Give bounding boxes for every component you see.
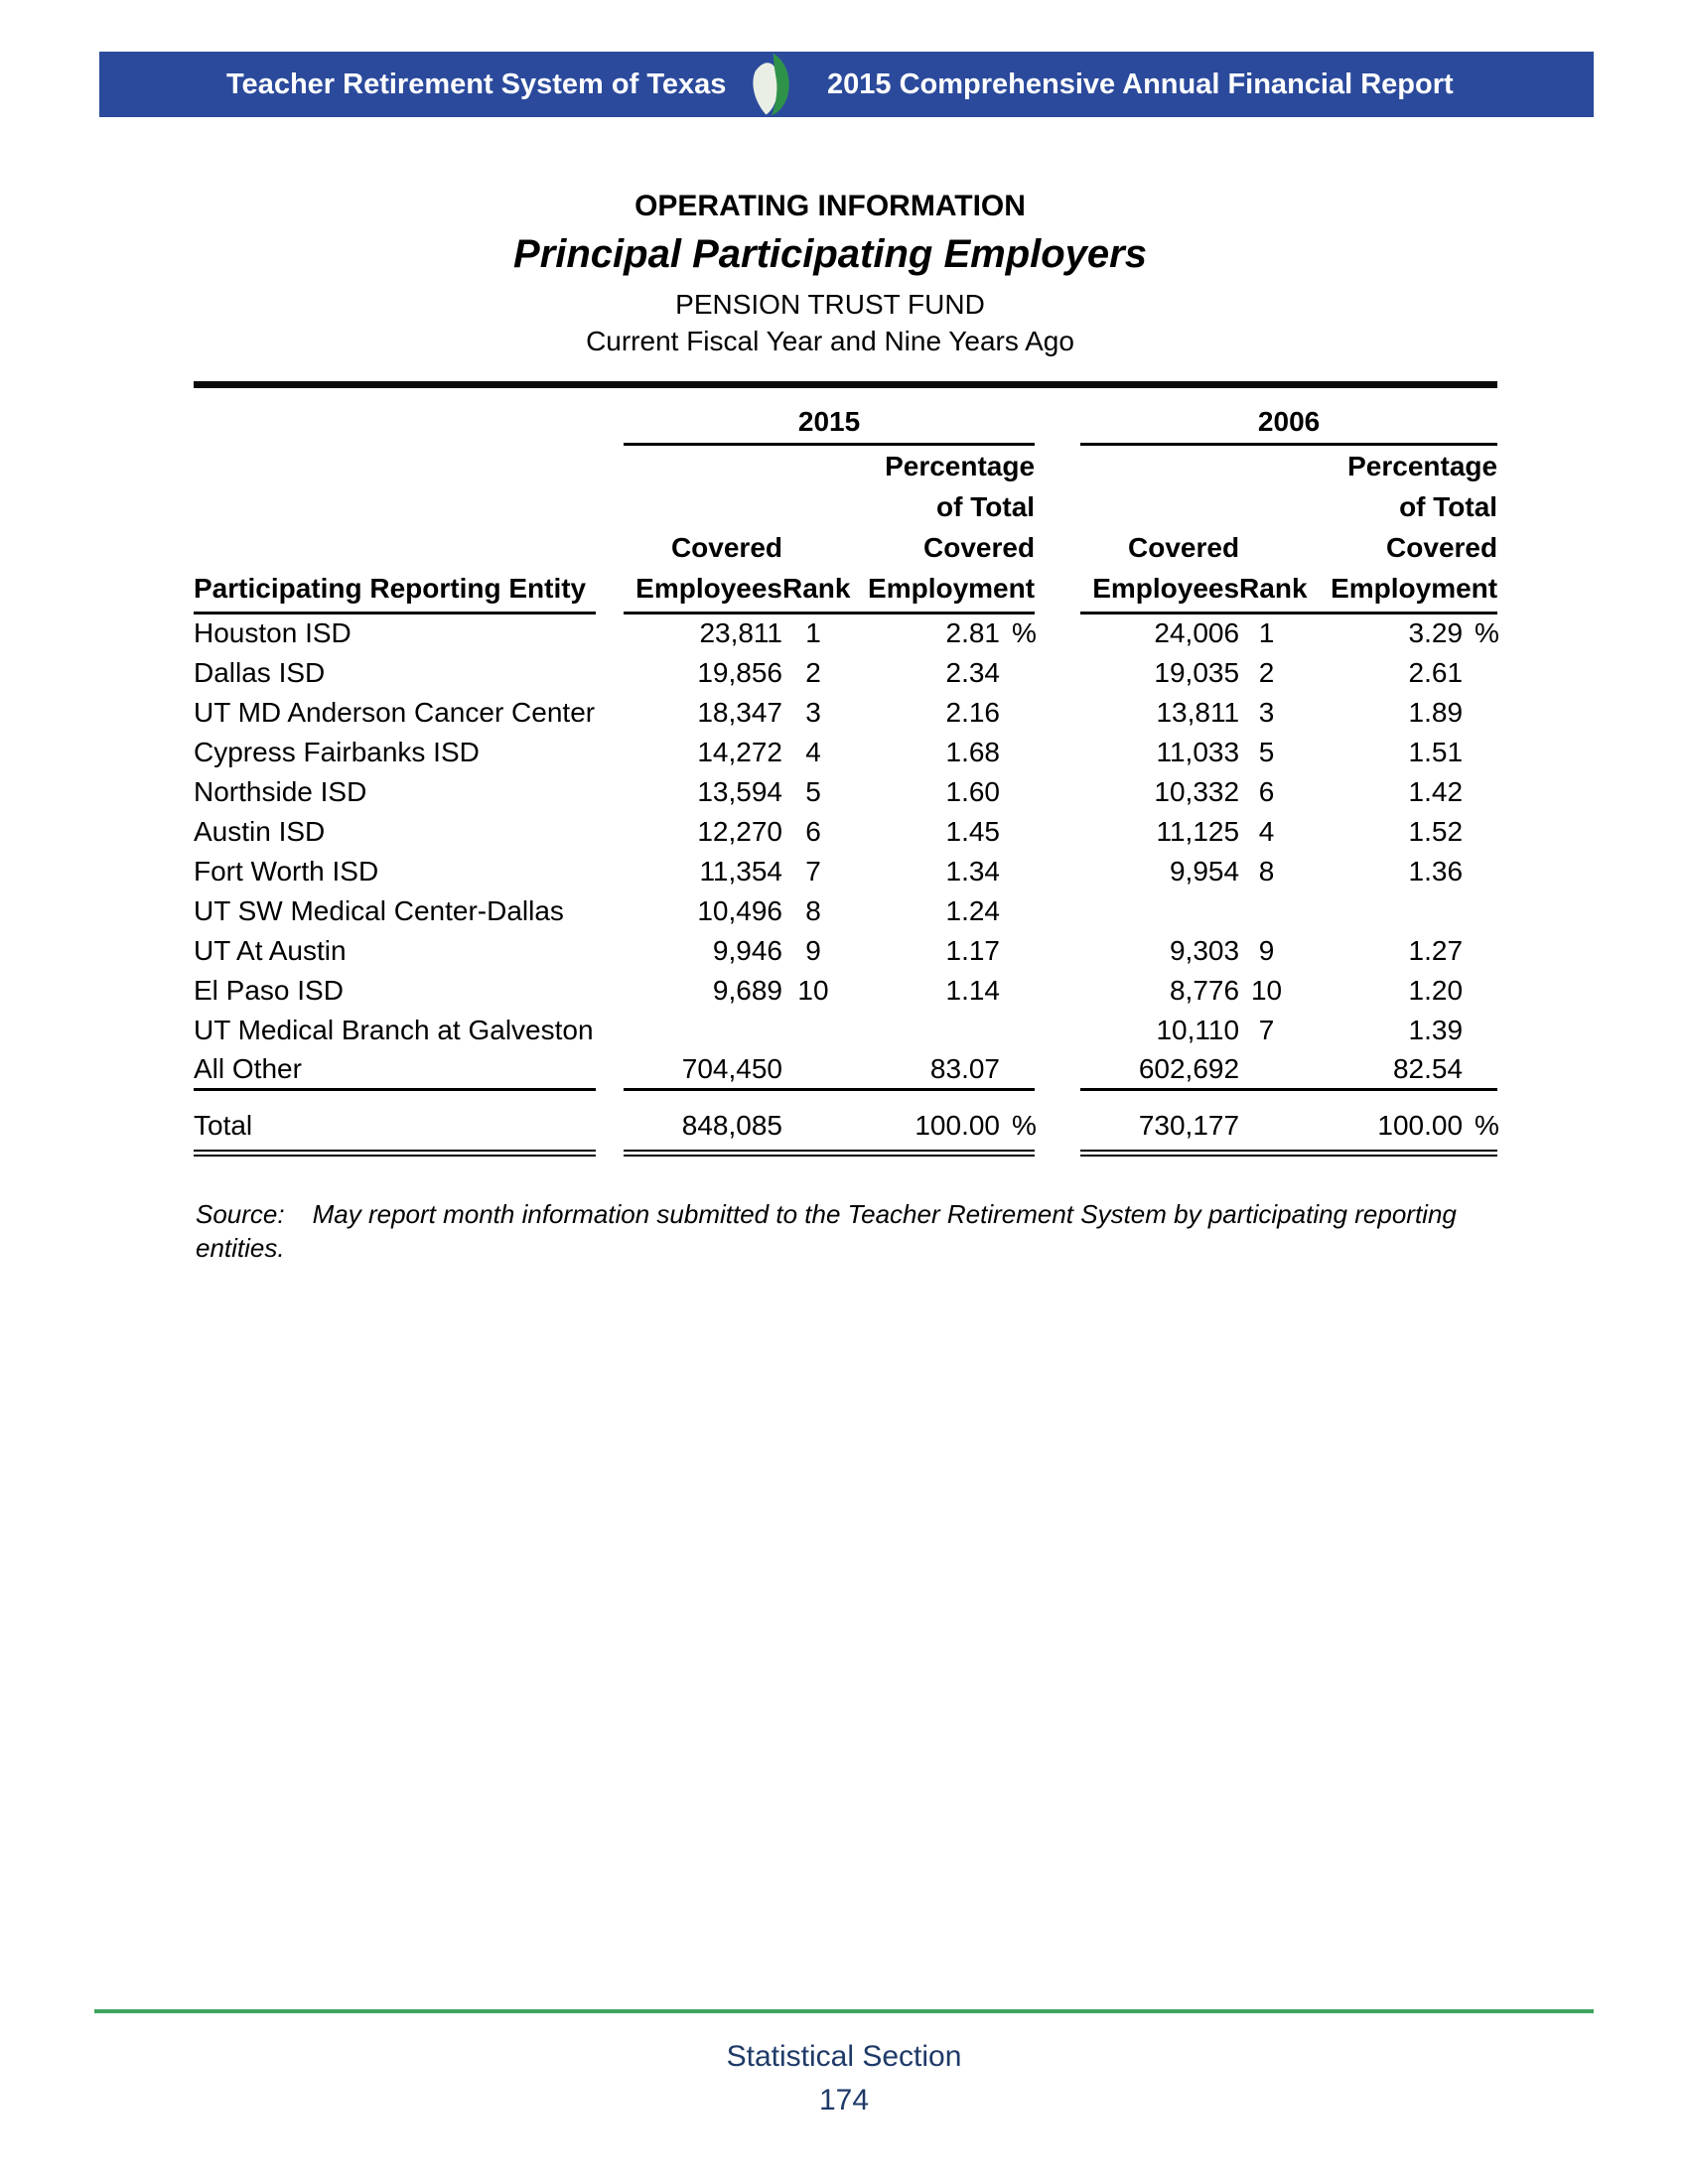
- percent-2015-cell: 1.24: [945, 894, 1000, 926]
- banner-right-title: 2015 Comprehensive Annual Financial Report: [827, 68, 1454, 100]
- header-line: Employees: [1092, 573, 1240, 604]
- employees-2015-cell: 13,594: [697, 775, 782, 807]
- rank-2015-cell: 10: [797, 974, 829, 1006]
- rank-2006-cell: 1: [1258, 617, 1275, 649]
- banner-left-title: Teacher Retirement System of Texas: [226, 68, 727, 100]
- percent-sign-cell: [1463, 653, 1497, 693]
- entity-cell: Dallas ISD: [194, 656, 326, 688]
- total-employees-2015-cell: 848,085: [624, 1090, 782, 1154]
- table-row: [194, 733, 1497, 772]
- entity-cell: Houston ISD: [194, 617, 352, 649]
- percent-2006-cell: 1.20: [1408, 974, 1464, 1006]
- table-row: [194, 693, 1497, 733]
- spacer-cell: [596, 812, 624, 852]
- employees-2015-cell: 11,354: [699, 855, 782, 887]
- rank-2015-cell: 7: [805, 855, 821, 887]
- rank-2015-cell: 8: [805, 894, 821, 926]
- year-header-row: [194, 388, 1497, 445]
- header-line: of Total: [1399, 491, 1498, 522]
- total-rank-2006-cell: [1239, 1090, 1294, 1154]
- entity-cell: Austin ISD: [194, 815, 326, 847]
- table-row: [194, 614, 1497, 653]
- percent-2006-cell: 2.61: [1408, 656, 1464, 688]
- percent-2006-cell: 1.52: [1408, 815, 1464, 847]
- entity-cell: UT At Austin: [194, 934, 347, 966]
- section-heading: OPERATING INFORMATION: [634, 190, 1026, 222]
- employees-2006-cell: 24,006: [1154, 617, 1240, 649]
- rank-2015-cell: 1: [805, 617, 821, 649]
- percent-sign-cell: [1463, 971, 1497, 1011]
- percent-sign-cell: [1000, 653, 1035, 693]
- spacer-cell: [596, 772, 624, 812]
- spacer-cell: [596, 971, 624, 1011]
- percent-sign-cell: [1463, 1011, 1497, 1050]
- page-title: Principal Participating Employers: [513, 232, 1147, 276]
- percent-2015-cell: 83.07: [844, 1050, 1000, 1090]
- percent-sign-cell: [1463, 733, 1497, 772]
- percent-2006-cell: 1.42: [1408, 775, 1464, 807]
- spacer-cell: [1035, 653, 1080, 693]
- employees-2015-cell: [624, 1011, 782, 1050]
- employees-2015-cell: 14,272: [697, 736, 782, 767]
- employees-2015-cell: 19,856: [697, 656, 782, 688]
- footer-rule: [94, 2009, 1594, 2013]
- employees-2006-cell: 11,033: [1156, 736, 1240, 767]
- spacer-cell: [1035, 1050, 1080, 1090]
- source-label: Source:: [196, 1199, 285, 1229]
- rank-2006-cell: 4: [1258, 815, 1275, 847]
- percent-sign-cell: [1000, 852, 1035, 891]
- spacer-cell: [1035, 445, 1080, 614]
- percent-sign-cell: [1463, 693, 1497, 733]
- title-block: [0, 189, 1660, 359]
- page-number: 174: [818, 2084, 870, 2116]
- footer-section-label: Statistical Section: [726, 2040, 962, 2073]
- table-row: [194, 1011, 1497, 1050]
- header-line: Covered: [1128, 532, 1240, 563]
- percent-2015-cell: [844, 1011, 1000, 1050]
- spacer-cell: [596, 1011, 624, 1050]
- percent-sign-cell: [1463, 812, 1497, 852]
- employees-2006-cell: 10,332: [1154, 775, 1240, 807]
- rank-2015-cell: [782, 1011, 844, 1050]
- entity-cell: Cypress Fairbanks ISD: [194, 736, 480, 767]
- total-percent-2006-cell: 100.00: [1294, 1090, 1463, 1154]
- year-2015-header: 2015: [624, 388, 1035, 445]
- source-note: [196, 1197, 1536, 1265]
- spacer-cell: [194, 388, 596, 445]
- table-row: [194, 931, 1497, 971]
- rank-2006-cell: 3: [1258, 696, 1275, 728]
- spacer-cell: [1035, 971, 1080, 1011]
- percent-sign-cell: [1000, 931, 1035, 971]
- rank-2006-cell: [1239, 891, 1294, 931]
- spacer-cell: [596, 931, 624, 971]
- percent-sign-cell: [1000, 1011, 1035, 1050]
- percent-sign-cell: [1000, 693, 1035, 733]
- percent-2015-cell: 2.34: [945, 656, 1000, 688]
- total-employees-2006-cell: 730,177: [1080, 1090, 1239, 1154]
- covered-employees-header-2006: [1080, 445, 1239, 614]
- table-row: [194, 772, 1497, 812]
- spacer-cell: [1035, 812, 1080, 852]
- spacer-cell: [596, 693, 624, 733]
- rank-2006-cell: 7: [1258, 1014, 1275, 1045]
- percent-2006-cell: 1.36: [1408, 855, 1464, 887]
- employees-2006-cell: 9,954: [1169, 855, 1240, 887]
- header-line: Covered: [670, 532, 782, 563]
- spacer-cell: [1035, 693, 1080, 733]
- entity-cell: UT Medical Branch at Galveston: [194, 1014, 594, 1045]
- employees-2006-cell: 11,125: [1156, 815, 1240, 847]
- total-row: [194, 1090, 1497, 1154]
- entity-cell: Fort Worth ISD: [194, 855, 379, 887]
- percent-sign-cell: %: [1463, 1090, 1497, 1154]
- percent-2006-cell: 1.27: [1408, 934, 1464, 966]
- header-line: Covered: [1386, 532, 1498, 563]
- header-line: of Total: [936, 491, 1036, 522]
- source-text: May report month information submitted to the Teacher Retirement System by participating reporting entities.: [196, 1199, 1457, 1263]
- header-line: Employment: [1331, 573, 1498, 604]
- table-row-all-other: [194, 1050, 1497, 1090]
- percent-sign-cell: [1463, 931, 1497, 971]
- percent-2006-cell: [1294, 891, 1463, 931]
- total-rank-2015-cell: [782, 1090, 844, 1154]
- header-line: Employees: [635, 573, 782, 604]
- rank-2006-cell: 10: [1250, 974, 1283, 1006]
- percent-2015-cell: 1.34: [945, 855, 1000, 887]
- percent-2006-cell: 82.54: [1294, 1050, 1463, 1090]
- fund-subtitle: PENSION TRUST FUND: [675, 289, 985, 320]
- rank-2015-cell: 5: [805, 775, 821, 807]
- percent-sign-cell: [1000, 1050, 1035, 1090]
- trs-leaf-logo-icon: [740, 52, 805, 117]
- spacer-cell: [1035, 891, 1080, 931]
- employees-2006-cell: [1080, 891, 1239, 931]
- percent-sign-cell: [1000, 971, 1035, 1011]
- percent-2006-cell: 1.51: [1408, 736, 1464, 767]
- entity-cell: UT MD Anderson Cancer Center: [194, 696, 596, 728]
- employees-2015-cell: 12,270: [697, 815, 782, 847]
- table-row: [194, 812, 1497, 852]
- employees-2006-cell: 13,811: [1156, 696, 1240, 728]
- percent-2006-cell: 1.89: [1408, 696, 1464, 728]
- employees-2015-cell: 9,689: [712, 974, 782, 1006]
- entity-cell: All Other: [194, 1050, 596, 1090]
- table-row: [194, 852, 1497, 891]
- spacer-cell: [596, 852, 624, 891]
- rank-2015-cell: 4: [805, 736, 821, 767]
- rank-2015-cell: 3: [805, 696, 821, 728]
- rank-2006-cell: 5: [1258, 736, 1275, 767]
- rank-2006-cell: 9: [1258, 934, 1275, 966]
- spacer-cell: [596, 388, 624, 445]
- rank-2006-cell: 8: [1258, 855, 1275, 887]
- percent-sign-cell: %: [1012, 617, 1037, 649]
- percent-sign-cell: [1000, 772, 1035, 812]
- spacer-cell: [1035, 772, 1080, 812]
- percent-2015-cell: 1.68: [945, 736, 1000, 767]
- percent-2015-cell: 1.14: [945, 974, 1000, 1006]
- percent-2015-cell: 1.60: [945, 775, 1000, 807]
- employees-2015-cell: 9,946: [712, 934, 782, 966]
- percentage-header-2006: [1294, 445, 1497, 614]
- employees-2015-cell: 704,450: [624, 1050, 782, 1090]
- rank-2006-cell: 2: [1258, 656, 1275, 688]
- percentage-header-2015: [844, 445, 1035, 614]
- percent-sign-cell: [1000, 812, 1035, 852]
- employees-2006-cell: 8,776: [1169, 974, 1240, 1006]
- report-banner: [99, 52, 1594, 117]
- rank-2015-cell: [782, 1050, 844, 1090]
- percent-2015-cell: 1.17: [945, 934, 1000, 966]
- spacer-cell: [1035, 1011, 1080, 1050]
- rank-2015-cell: 6: [805, 815, 821, 847]
- table-row: [194, 891, 1497, 931]
- header-line: Percentage: [1347, 451, 1498, 481]
- column-header-row: [194, 445, 1497, 614]
- year-2006-header: 2006: [1080, 388, 1497, 445]
- rank-header-2006: Rank: [1239, 445, 1294, 614]
- total-percent-2015-cell: 100.00: [844, 1090, 1000, 1154]
- entity-cell: El Paso ISD: [194, 974, 344, 1006]
- percent-sign-cell: [1000, 891, 1035, 931]
- rank-2015-cell: 9: [805, 934, 821, 966]
- spacer-cell: [596, 1090, 624, 1154]
- employees-2006-cell: 10,110: [1156, 1014, 1240, 1045]
- principal-employers-table: [194, 388, 1497, 1157]
- employees-2006-cell: 602,692: [1080, 1050, 1239, 1090]
- spacer-cell: [1035, 733, 1080, 772]
- percent-sign-cell: %: [1000, 1090, 1035, 1154]
- spacer-cell: [596, 445, 624, 614]
- percent-sign-cell: [1463, 772, 1497, 812]
- percent-2015-cell: 2.16: [945, 696, 1000, 728]
- total-label-cell: Total: [194, 1090, 596, 1154]
- spacer-cell: [596, 653, 624, 693]
- employees-2006-cell: 9,303: [1169, 934, 1240, 966]
- table-row: [194, 971, 1497, 1011]
- rank-2006-cell: [1239, 1050, 1294, 1090]
- percent-2015-cell: 2.81: [945, 617, 1000, 649]
- spacer-cell: [596, 614, 624, 653]
- page-footer: [0, 2035, 1688, 2122]
- header-line: Employment: [868, 573, 1036, 604]
- header-line: Percentage: [885, 451, 1036, 481]
- entity-column-header: Participating Reporting Entity: [194, 445, 596, 614]
- spacer-cell: [1035, 1090, 1080, 1154]
- employees-2015-cell: 18,347: [697, 696, 782, 728]
- percent-sign-cell: [1463, 1050, 1497, 1090]
- percent-2006-cell: 3.29: [1408, 617, 1464, 649]
- percent-sign-cell: [1463, 891, 1497, 931]
- table-top-rule: [194, 381, 1497, 388]
- spacer-cell: [596, 1050, 624, 1090]
- spacer-cell: [596, 733, 624, 772]
- spacer-cell: [596, 891, 624, 931]
- period-subtitle: Current Fiscal Year and Nine Years Ago: [586, 326, 1074, 356]
- percent-2015-cell: 1.45: [945, 815, 1000, 847]
- spacer-cell: [1035, 388, 1080, 445]
- covered-employees-header-2015: [624, 445, 782, 614]
- employees-2006-cell: 19,035: [1154, 656, 1240, 688]
- rank-2015-cell: 2: [805, 656, 821, 688]
- table-row: [194, 653, 1497, 693]
- spacer-cell: [1035, 931, 1080, 971]
- rank-header-2015: Rank: [782, 445, 844, 614]
- percent-sign-cell: [1463, 852, 1497, 891]
- entity-cell: Northside ISD: [194, 775, 367, 807]
- spacer-cell: [1035, 614, 1080, 653]
- percent-sign-cell: [1000, 733, 1035, 772]
- employees-2015-cell: 23,811: [699, 617, 782, 649]
- entity-cell: UT SW Medical Center-Dallas: [194, 894, 564, 926]
- percent-sign-cell: %: [1475, 617, 1499, 649]
- rank-2006-cell: 6: [1258, 775, 1275, 807]
- header-line: Covered: [923, 532, 1036, 563]
- employees-2015-cell: 10,496: [697, 894, 782, 926]
- percent-2006-cell: 1.39: [1408, 1014, 1464, 1045]
- spacer-cell: [1035, 852, 1080, 891]
